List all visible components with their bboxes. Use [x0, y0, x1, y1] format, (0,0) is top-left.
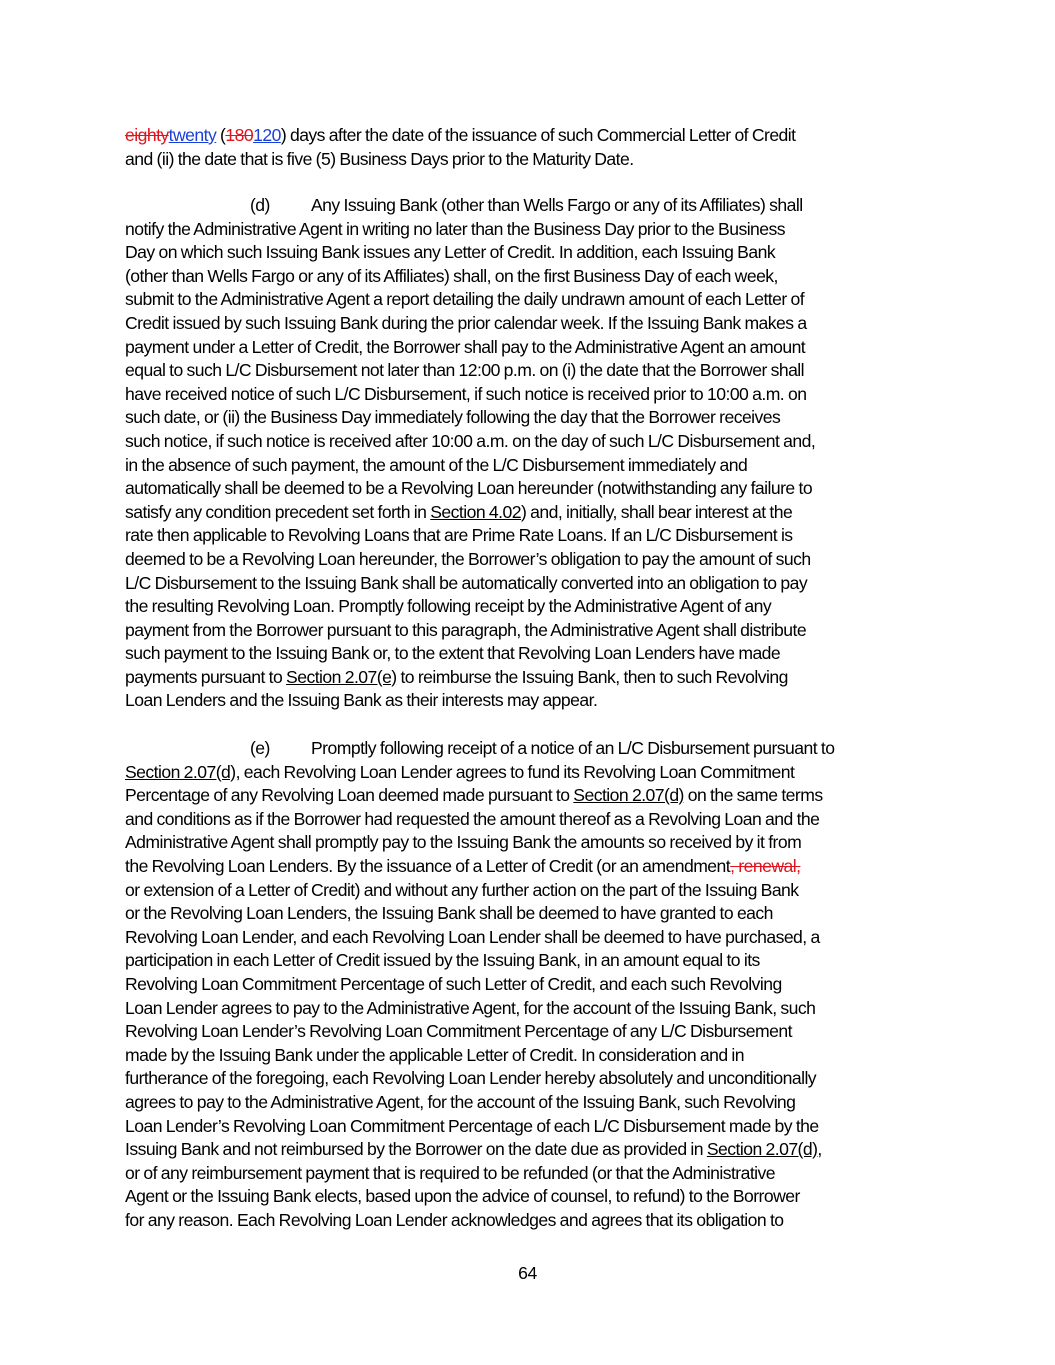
- paragraph-continuation: [125, 124, 933, 171]
- text-line: Day on which such Issuing Bank issues any Letter of Credit. In addition, each Issuing Bank: [125, 242, 776, 263]
- text-line: such payment to the Issuing Bank or, to the extent that Revolving Loan Lenders have made: [125, 643, 781, 664]
- section-reference: Section 2.07(d): [706, 1139, 818, 1160]
- text-line: L/C Disbursement to the Issuing Bank shall be automatically converted into an obligation to pay: [125, 572, 808, 593]
- text-line: rate then applicable to Revolving Loans that are Prime Rate Loans. If an L/C Disbursement is: [125, 525, 793, 546]
- text-line: Administrative Agent shall promptly pay to the Issuing Bank the amounts so received by it from: [125, 832, 802, 853]
- text-line: Revolving Loan Lender’s Revolving Loan Commitment Percentage of any L/C Disbursement: [125, 1021, 792, 1042]
- text-line: (d) Any Issuing Bank (other than Wells Fargo or any of its Affiliates) shall: [125, 194, 937, 218]
- section-reference: Section 2.07(d): [125, 761, 236, 782]
- text-line: and conditions as if the Borrower had requested the amount thereof as a Revolving Loan and the: [125, 808, 820, 829]
- text-line: or the Revolving Loan Lenders, the Issuing Bank shall be deemed to have granted to each: [125, 903, 773, 924]
- text-line: Percentage of any Revolving Loan deemed made pursuant to Section 2.07(d) on the same terms: [125, 785, 823, 806]
- text-line: such date, or (ii) the Business Day immediately following the day that the Borrower receives: [125, 407, 781, 428]
- text-line: Agent or the Issuing Bank elects, based upon the advice of counsel, to refund) to the Borrower: [125, 1186, 800, 1207]
- text-line: such notice, if such notice is received after 10:00 a.m. on the day of such L/C Disbursement and,: [125, 430, 816, 451]
- text-line: Section 2.07(d), each Revolving Loan Lender agrees to fund its Revolving Loan Commitment: [125, 761, 795, 782]
- text-line: and (ii) the date that is five (5) Business Days prior to the Maturity Date.: [125, 148, 634, 169]
- section-reference: Section 4.02: [430, 501, 521, 522]
- text-line: submit to the Administrative Agent a report detailing the daily undrawn amount of each Letter of: [125, 289, 805, 310]
- text-line: eightytwenty (180120) days after the date of the issuance of such Commercial Letter of Credit: [125, 125, 796, 145]
- text-line: participation in each Letter of Credit issued by the Issuing Bank, in an amount equal to its: [125, 950, 760, 971]
- text-line: equal to such L/C Disbursement not later than 12:00 p.m. on (i) the date that the Borrower shall: [125, 360, 805, 381]
- section-reference: Section 2.07(d): [573, 785, 684, 806]
- inserted-text: twenty: [168, 125, 217, 145]
- text-line: have received notice of such L/C Disbursement, if such notice is received prior to 10:00 a.m. on: [125, 383, 807, 404]
- text-line: for any reason. Each Revolving Loan Lender acknowledges and agrees that its obligation to: [125, 1209, 784, 1230]
- text-line: in the absence of such payment, the amount of the L/C Disbursement immediately and: [125, 454, 748, 475]
- text-line: payment under a Letter of Credit, the Borrower shall pay to the Administrative Agent an amount: [125, 336, 806, 357]
- deleted-text: , renewal,: [730, 855, 801, 876]
- text-line: deemed to be a Revolving Loan hereunder, the Borrower’s obligation to pay the amount of such: [125, 548, 811, 569]
- deleted-text: eighty: [125, 125, 169, 145]
- text-line: or extension of a Letter of Credit) and without any further action on the part of the Issuing Bank: [125, 879, 799, 900]
- text-line: payments pursuant to Section 2.07(e) to reimburse the Issuing Bank, then to such Revolving: [125, 666, 788, 687]
- text-line: notify the Administrative Agent in writing no later than the Business Day prior to the Business: [125, 218, 786, 239]
- paragraph-label: (e): [250, 738, 270, 758]
- text-line: Revolving Loan Lender, and each Revolving Loan Lender shall be deemed to have purchased, a: [125, 926, 820, 947]
- text-line: Loan Lender agrees to pay to the Administrative Agent, for the account of the Issuing Bank, such: [125, 997, 816, 1018]
- page-number: 64: [518, 1263, 537, 1283]
- text-line: Loan Lender’s Revolving Loan Commitment Percentage of each L/C Disbursement made by the: [125, 1115, 819, 1136]
- paragraph-label: (d): [250, 195, 270, 215]
- text-line: satisfy any condition precedent set forth in Section 4.02) and, initially, shall bear interest at the: [125, 501, 793, 522]
- text-line: (e) Promptly following receipt of a notice of an L/C Disbursement pursuant to: [125, 737, 937, 761]
- text-line: made by the Issuing Bank under the applicable Letter of Credit. In consideration and in: [125, 1044, 745, 1065]
- text-line: (other than Wells Fargo or any of its Affiliates) shall, on the first Business Day of each week,: [125, 265, 778, 286]
- inserted-text: 120: [253, 125, 281, 145]
- text-line: automatically shall be deemed to be a Revolving Loan hereunder (notwithstanding any failure to: [125, 478, 813, 499]
- text-line: Issuing Bank and not reimbursed by the Borrower on the date due as provided in Section 2.07(d),: [125, 1139, 822, 1160]
- text-line: the resulting Revolving Loan. Promptly following receipt by the Administrative Agent of any: [125, 596, 772, 617]
- section-reference: Section 2.07(e): [286, 666, 397, 687]
- text-line: furtherance of the foregoing, each Revolving Loan Lender hereby absolutely and unconditionally: [125, 1068, 817, 1089]
- text-line: the Revolving Loan Lenders. By the issuance of a Letter of Credit (or an amendment, renewal,: [125, 855, 801, 876]
- paragraph-e: [125, 737, 937, 1232]
- text-line: or of any reimbursement payment that is required to be refunded (or that the Administrative: [125, 1162, 775, 1183]
- text-line: Revolving Loan Commitment Percentage of such Letter of Credit, and each such Revolving: [125, 973, 782, 994]
- text-line: Credit issued by such Issuing Bank during the prior calendar week. If the Issuing Bank makes a: [125, 312, 807, 333]
- text-line: agrees to pay to the Administrative Agent, for the account of the Issuing Bank, such Revolving: [125, 1091, 796, 1112]
- paragraph-d: [125, 194, 937, 713]
- text-line: payment from the Borrower pursuant to this paragraph, the Administrative Agent shall distribute: [125, 619, 807, 640]
- deleted-text: 180: [225, 125, 254, 145]
- text-line: Loan Lenders and the Issuing Bank as their interests may appear.: [125, 690, 598, 711]
